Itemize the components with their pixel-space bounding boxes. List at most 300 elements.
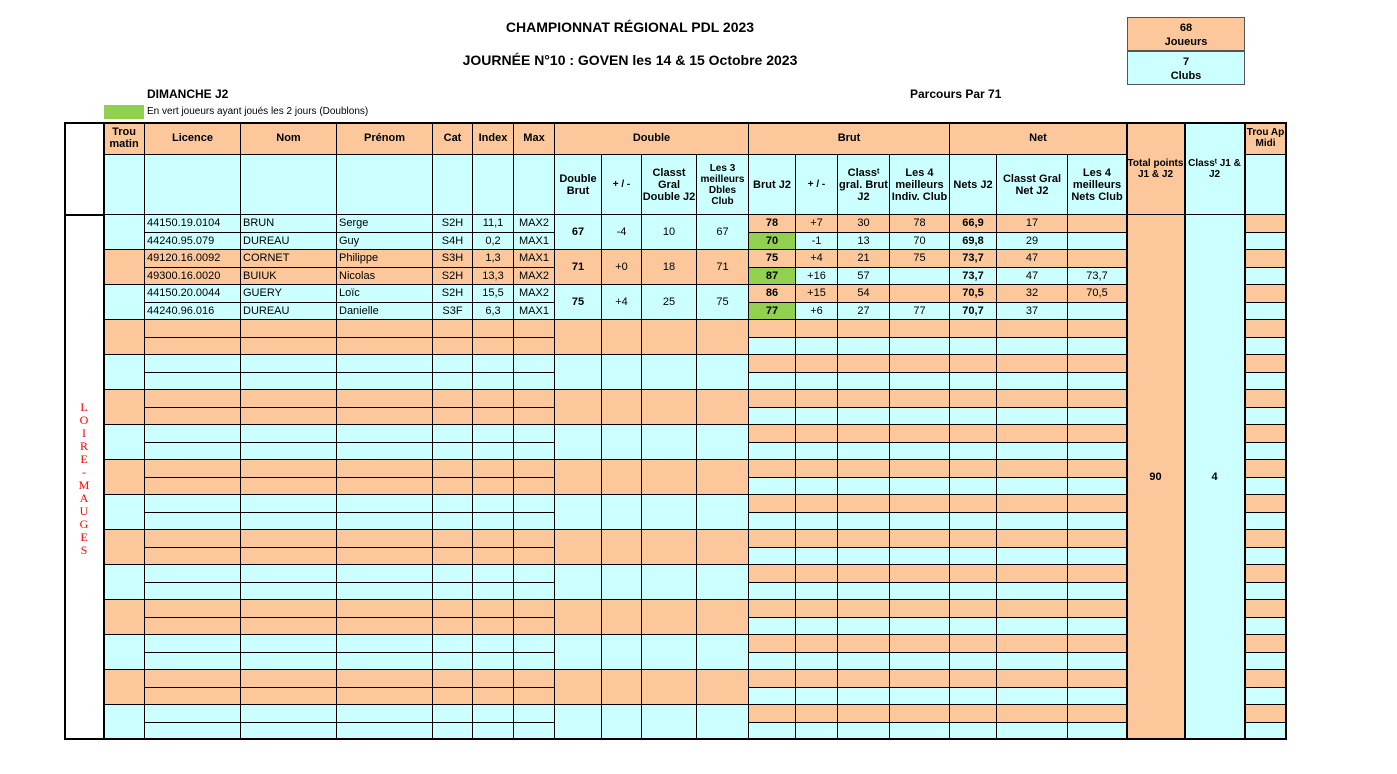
- double-classt-cell: 25: [642, 285, 697, 320]
- index-cell: [473, 495, 514, 513]
- nom-cell: CORNET: [241, 250, 337, 268]
- double-classt-cell: [642, 320, 697, 355]
- header-licence: Licence: [145, 122, 241, 155]
- trou-ap-midi-cell: [1245, 408, 1287, 426]
- index-cell: [473, 355, 514, 373]
- best4-net-cell: [1068, 495, 1127, 513]
- best4-indiv-cell: [890, 390, 950, 408]
- best4-net-cell: [1068, 635, 1127, 653]
- brut-plus-minus-cell: [796, 565, 838, 583]
- best4-net-cell: [1068, 688, 1127, 706]
- prenom-cell: [337, 408, 433, 426]
- net-j2-cell: [950, 408, 997, 426]
- class-brut-cell: [838, 408, 890, 426]
- double-plus-minus-cell: [602, 355, 642, 390]
- brut-j2-cell: [749, 530, 796, 548]
- double-classt-cell: [642, 670, 697, 705]
- best4-indiv-cell: [890, 478, 950, 496]
- max-cell: [514, 618, 555, 636]
- prenom-cell: [337, 618, 433, 636]
- trou-ap-midi-cell: [1245, 548, 1287, 566]
- best4-indiv-cell: [890, 705, 950, 723]
- max-cell: [514, 688, 555, 706]
- net-j2-cell: [950, 705, 997, 723]
- trou-ap-midi-cell: [1245, 583, 1287, 601]
- net-j2-cell: [950, 495, 997, 513]
- nom-cell: [241, 670, 337, 688]
- best4-indiv-cell: [890, 285, 950, 303]
- class-brut-cell: [838, 723, 890, 741]
- trou-ap-midi-cell: [1245, 653, 1287, 671]
- nom-cell: [241, 355, 337, 373]
- licence-cell: [145, 478, 241, 496]
- index-cell: [473, 583, 514, 601]
- index-cell: [473, 478, 514, 496]
- nom-cell: BRUN: [241, 215, 337, 233]
- nom-cell: [241, 635, 337, 653]
- prenom-cell: [337, 513, 433, 531]
- index-cell: [473, 635, 514, 653]
- licence-cell: [145, 320, 241, 338]
- licence-cell: [145, 373, 241, 391]
- nom-cell: [241, 688, 337, 706]
- club-header-blank: [64, 122, 104, 215]
- prenom-cell: Loïc: [337, 285, 433, 303]
- best4-net-cell: [1068, 478, 1127, 496]
- best4-net-cell: [1068, 583, 1127, 601]
- best4-net-cell: [1068, 338, 1127, 356]
- total-points-cell: 90: [1127, 215, 1185, 740]
- clubs-count-box: [1127, 51, 1245, 85]
- net-j2-cell: [950, 723, 997, 741]
- brut-j2-cell: [749, 565, 796, 583]
- cat-cell: S3F: [433, 303, 473, 321]
- licence-cell: [145, 705, 241, 723]
- max-cell: [514, 583, 555, 601]
- trou-matin-cell: [104, 460, 145, 495]
- index-cell: 15,5: [473, 285, 514, 303]
- double-plus-minus-cell: +4: [602, 285, 642, 320]
- licence-cell: [145, 670, 241, 688]
- net-j2-cell: [950, 320, 997, 338]
- trou-matin-cell: [104, 320, 145, 355]
- best4-net-cell: [1068, 408, 1127, 426]
- brut-plus-minus-cell: [796, 688, 838, 706]
- class-net-cell: [997, 338, 1068, 356]
- double-brut-cell: [555, 670, 602, 705]
- class-net-cell: 47: [997, 250, 1068, 268]
- best4-net-cell: [1068, 215, 1127, 233]
- prenom-cell: Danielle: [337, 303, 433, 321]
- brut-j2-cell: [749, 705, 796, 723]
- max-cell: MAX1: [514, 233, 555, 251]
- nom-cell: [241, 513, 337, 531]
- double-best3-cell: [697, 600, 749, 635]
- brut-plus-minus-cell: [796, 548, 838, 566]
- header2-licence: [145, 155, 241, 215]
- net-j2-cell: [950, 460, 997, 478]
- cat-cell: [433, 635, 473, 653]
- brut-plus-minus-cell: [796, 408, 838, 426]
- max-cell: [514, 478, 555, 496]
- nom-cell: [241, 338, 337, 356]
- net-j2-cell: [950, 653, 997, 671]
- double-classt-cell: [642, 425, 697, 460]
- licence-cell: [145, 425, 241, 443]
- class-net-cell: [997, 478, 1068, 496]
- double-plus-minus-cell: [602, 705, 642, 740]
- index-cell: [473, 443, 514, 461]
- header-cat: Cat: [433, 122, 473, 155]
- trou-ap-midi-cell: [1245, 425, 1287, 443]
- nom-cell: [241, 320, 337, 338]
- index-cell: 11,1: [473, 215, 514, 233]
- max-cell: [514, 565, 555, 583]
- max-cell: [514, 670, 555, 688]
- legend-green-swatch: [104, 105, 144, 119]
- brut-j2-cell: [749, 600, 796, 618]
- double-best3-cell: [697, 390, 749, 425]
- class-brut-cell: [838, 355, 890, 373]
- prenom-cell: [337, 443, 433, 461]
- header-total-points: Total points J1 & J2: [1127, 122, 1185, 215]
- prenom-cell: [337, 583, 433, 601]
- double-classt-cell: [642, 460, 697, 495]
- class-net-cell: [997, 670, 1068, 688]
- licence-cell: [145, 443, 241, 461]
- nom-cell: [241, 653, 337, 671]
- prenom-cell: [337, 565, 433, 583]
- nom-cell: [241, 460, 337, 478]
- index-cell: [473, 618, 514, 636]
- prenom-cell: [337, 670, 433, 688]
- cat-cell: [433, 670, 473, 688]
- class-net-cell: 37: [997, 303, 1068, 321]
- class-brut-cell: [838, 688, 890, 706]
- class-brut-cell: [838, 373, 890, 391]
- trou-matin-cell: [104, 530, 145, 565]
- class-net-cell: [997, 460, 1068, 478]
- double-plus-minus-cell: [602, 495, 642, 530]
- brut-plus-minus-cell: [796, 495, 838, 513]
- header-classt-gral-double: Classt Gral Double J2: [642, 155, 697, 215]
- double-brut-cell: [555, 635, 602, 670]
- brut-j2-cell: [749, 618, 796, 636]
- class-net-cell: 17: [997, 215, 1068, 233]
- class-brut-cell: 27: [838, 303, 890, 321]
- best4-indiv-cell: [890, 688, 950, 706]
- max-cell: [514, 390, 555, 408]
- index-cell: [473, 425, 514, 443]
- brut-plus-minus-cell: [796, 338, 838, 356]
- trou-ap-midi-cell: [1245, 320, 1287, 338]
- best4-net-cell: [1068, 548, 1127, 566]
- licence-cell: [145, 618, 241, 636]
- class-brut-cell: [838, 618, 890, 636]
- table-separator: [1126, 122, 1128, 740]
- licence-cell: 49300.16.0020: [145, 268, 241, 286]
- class-brut-cell: 57: [838, 268, 890, 286]
- trou-matin-cell: [104, 215, 145, 250]
- cat-cell: S2H: [433, 268, 473, 286]
- prenom-cell: Serge: [337, 215, 433, 233]
- nom-cell: [241, 600, 337, 618]
- net-j2-cell: [950, 618, 997, 636]
- trou-ap-midi-cell: [1245, 530, 1287, 548]
- cat-cell: [433, 548, 473, 566]
- brut-j2-cell: [749, 425, 796, 443]
- cat-cell: S2H: [433, 215, 473, 233]
- class-brut-cell: [838, 565, 890, 583]
- class-net-cell: [997, 390, 1068, 408]
- cat-cell: [433, 355, 473, 373]
- header-best3-doubles: Les 3 meilleurs Dbles Club: [697, 155, 749, 215]
- brut-j2-cell: [749, 460, 796, 478]
- trou-ap-midi-cell: [1245, 215, 1287, 233]
- double-brut-cell: [555, 495, 602, 530]
- best4-net-cell: [1068, 355, 1127, 373]
- index-cell: [473, 338, 514, 356]
- cat-cell: S4H: [433, 233, 473, 251]
- nom-cell: [241, 548, 337, 566]
- brut-j2-cell: 77: [749, 303, 796, 321]
- header-best4-nets: Les 4 meilleurs Nets Club: [1068, 155, 1127, 215]
- licence-cell: 44240.95.079: [145, 233, 241, 251]
- class-brut-cell: [838, 320, 890, 338]
- day-label: DIMANCHE J2: [147, 87, 229, 101]
- best4-indiv-cell: [890, 268, 950, 286]
- brut-j2-cell: [749, 320, 796, 338]
- best4-net-cell: [1068, 425, 1127, 443]
- max-cell: [514, 408, 555, 426]
- licence-cell: [145, 408, 241, 426]
- trou-matin-cell: [104, 250, 145, 285]
- double-brut-cell: [555, 425, 602, 460]
- max-cell: [514, 373, 555, 391]
- double-best3-cell: [697, 460, 749, 495]
- class-net-cell: 47: [997, 268, 1068, 286]
- classement-cell: 4: [1185, 215, 1245, 740]
- licence-cell: [145, 530, 241, 548]
- brut-plus-minus-cell: +6: [796, 303, 838, 321]
- prenom-cell: [337, 425, 433, 443]
- max-cell: MAX1: [514, 250, 555, 268]
- index-cell: [473, 723, 514, 741]
- cat-cell: S2H: [433, 285, 473, 303]
- max-cell: [514, 495, 555, 513]
- nom-cell: [241, 495, 337, 513]
- class-net-cell: [997, 320, 1068, 338]
- cat-cell: [433, 373, 473, 391]
- trou-matin-cell: [104, 565, 145, 600]
- net-j2-cell: [950, 635, 997, 653]
- index-cell: [473, 390, 514, 408]
- class-brut-cell: [838, 513, 890, 531]
- double-best3-cell: [697, 705, 749, 740]
- club-name-vertical: [64, 216, 104, 742]
- trou-matin-cell: [104, 495, 145, 530]
- brut-j2-cell: 75: [749, 250, 796, 268]
- best4-indiv-cell: [890, 373, 950, 391]
- nom-cell: GUERY: [241, 285, 337, 303]
- best4-indiv-cell: [890, 408, 950, 426]
- prenom-cell: [337, 635, 433, 653]
- best4-net-cell: [1068, 600, 1127, 618]
- prenom-cell: [337, 390, 433, 408]
- best4-net-cell: [1068, 373, 1127, 391]
- double-brut-cell: 71: [555, 250, 602, 285]
- brut-plus-minus-cell: [796, 373, 838, 391]
- index-cell: [473, 373, 514, 391]
- trou-matin-cell: [104, 600, 145, 635]
- brut-plus-minus-cell: [796, 443, 838, 461]
- best4-indiv-cell: [890, 443, 950, 461]
- nom-cell: [241, 443, 337, 461]
- double-classt-cell: [642, 390, 697, 425]
- trou-matin-cell: [104, 670, 145, 705]
- double-classt-cell: [642, 635, 697, 670]
- header-nets-j2: Nets J2: [950, 155, 997, 215]
- trou-ap-midi-cell: [1245, 478, 1287, 496]
- best4-net-cell: [1068, 303, 1127, 321]
- club-name-letter: M: [78, 478, 90, 492]
- best4-indiv-cell: [890, 670, 950, 688]
- header-double: Double: [555, 122, 749, 155]
- cat-cell: [433, 338, 473, 356]
- brut-j2-cell: [749, 513, 796, 531]
- max-cell: [514, 705, 555, 723]
- class-net-cell: [997, 548, 1068, 566]
- index-cell: [473, 460, 514, 478]
- class-net-cell: [997, 653, 1068, 671]
- double-plus-minus-cell: +0: [602, 250, 642, 285]
- club-name-letter: G: [79, 517, 89, 531]
- brut-plus-minus-cell: +16: [796, 268, 838, 286]
- nom-cell: [241, 565, 337, 583]
- brut-plus-minus-cell: [796, 513, 838, 531]
- best4-indiv-cell: [890, 653, 950, 671]
- results-table: [64, 122, 1287, 742]
- double-classt-cell: 18: [642, 250, 697, 285]
- max-cell: [514, 425, 555, 443]
- brut-j2-cell: [749, 355, 796, 373]
- index-cell: 13,3: [473, 268, 514, 286]
- index-cell: 6,3: [473, 303, 514, 321]
- nom-cell: BUIUK: [241, 268, 337, 286]
- class-brut-cell: [838, 705, 890, 723]
- trou-ap-midi-cell: [1245, 443, 1287, 461]
- index-cell: 0,2: [473, 233, 514, 251]
- index-cell: [473, 320, 514, 338]
- double-brut-cell: [555, 355, 602, 390]
- club-name-letter: O: [79, 413, 89, 427]
- cat-cell: [433, 390, 473, 408]
- best4-indiv-cell: [890, 635, 950, 653]
- best4-indiv-cell: [890, 618, 950, 636]
- trou-ap-midi-cell: [1245, 600, 1287, 618]
- index-cell: [473, 600, 514, 618]
- licence-cell: [145, 355, 241, 373]
- double-best3-cell: [697, 670, 749, 705]
- class-net-cell: [997, 443, 1068, 461]
- brut-plus-minus-cell: [796, 618, 838, 636]
- best4-net-cell: [1068, 443, 1127, 461]
- double-plus-minus-cell: [602, 320, 642, 355]
- double-classt-cell: [642, 705, 697, 740]
- class-net-cell: [997, 688, 1068, 706]
- trou-ap-midi-cell: [1245, 268, 1287, 286]
- trou-ap-midi-cell: [1245, 618, 1287, 636]
- class-brut-cell: [838, 653, 890, 671]
- best4-indiv-cell: 77: [890, 303, 950, 321]
- header-best4-indiv: Les 4 meilleurs Indiv. Club: [890, 155, 950, 215]
- brut-j2-cell: [749, 443, 796, 461]
- net-j2-cell: [950, 565, 997, 583]
- max-cell: [514, 320, 555, 338]
- nom-cell: [241, 723, 337, 741]
- cat-cell: S3H: [433, 250, 473, 268]
- max-cell: [514, 723, 555, 741]
- nom-cell: [241, 530, 337, 548]
- trou-matin-cell: [104, 285, 145, 320]
- trou-ap-midi-cell: [1245, 250, 1287, 268]
- class-brut-cell: [838, 600, 890, 618]
- licence-cell: [145, 460, 241, 478]
- best4-net-cell: [1068, 320, 1127, 338]
- double-best3-cell: 71: [697, 250, 749, 285]
- class-brut-cell: [838, 338, 890, 356]
- licence-cell: 44150.20.0044: [145, 285, 241, 303]
- class-net-cell: [997, 425, 1068, 443]
- brut-plus-minus-cell: [796, 635, 838, 653]
- header-double-plus-minus: + / -: [602, 155, 642, 215]
- best4-indiv-cell: [890, 565, 950, 583]
- class-net-cell: [997, 513, 1068, 531]
- header-double-brut: Double Brut: [555, 155, 602, 215]
- header2-index: [473, 155, 514, 215]
- net-j2-cell: 73,7: [950, 268, 997, 286]
- brut-plus-minus-cell: [796, 390, 838, 408]
- double-plus-minus-cell: [602, 460, 642, 495]
- net-j2-cell: 69,8: [950, 233, 997, 251]
- double-brut-cell: [555, 460, 602, 495]
- class-brut-cell: [838, 670, 890, 688]
- prenom-cell: [337, 688, 433, 706]
- licence-cell: [145, 565, 241, 583]
- table-separator: [1244, 122, 1246, 740]
- best4-indiv-cell: [890, 460, 950, 478]
- net-j2-cell: 70,7: [950, 303, 997, 321]
- class-brut-cell: 54: [838, 285, 890, 303]
- prenom-cell: [337, 723, 433, 741]
- double-best3-cell: 75: [697, 285, 749, 320]
- class-net-cell: [997, 530, 1068, 548]
- brut-plus-minus-cell: [796, 425, 838, 443]
- double-brut-cell: [555, 320, 602, 355]
- class-net-cell: [997, 495, 1068, 513]
- brut-j2-cell: [749, 548, 796, 566]
- licence-cell: [145, 390, 241, 408]
- max-cell: [514, 355, 555, 373]
- double-plus-minus-cell: [602, 635, 642, 670]
- max-cell: [514, 600, 555, 618]
- best4-net-cell: [1068, 723, 1127, 741]
- cat-cell: [433, 705, 473, 723]
- max-cell: MAX2: [514, 268, 555, 286]
- net-j2-cell: [950, 670, 997, 688]
- cat-cell: [433, 618, 473, 636]
- cat-cell: [433, 723, 473, 741]
